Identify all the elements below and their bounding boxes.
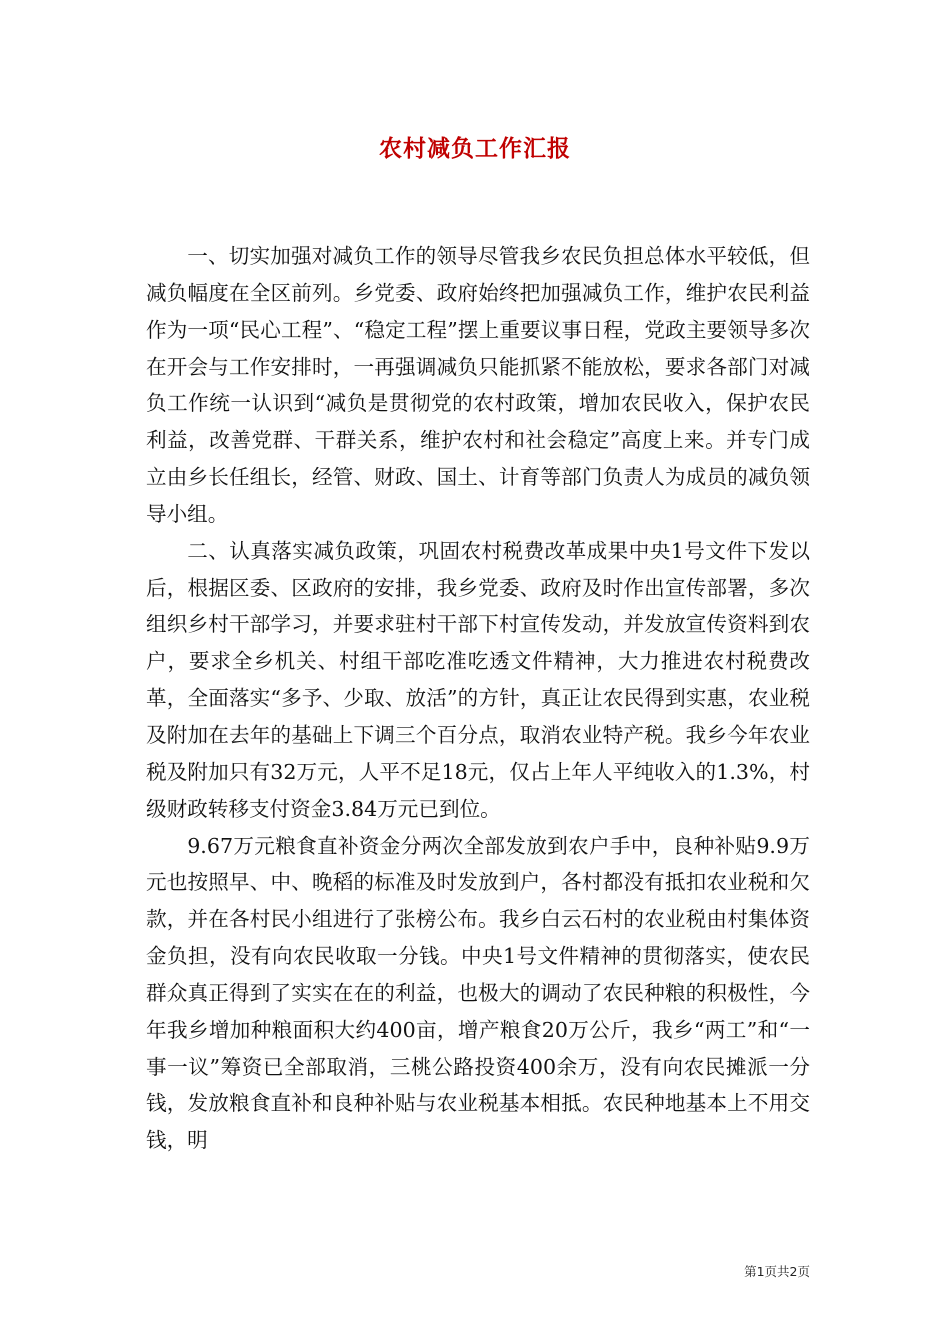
- paragraph-1: 一、切实加强对减负工作的领导尽管我乡农民负担总体水平较低，但减负幅度在全区前列。乡党委、政府始终把加强减负工作，维护农民利益作为一项“民心工程”、“稳定工程”摆上重要议事日程，党政主要领导多次在开会与工作安排时，一再强调减负只能抓紧不能放松，要求各部门对减负工作统一认识到“减负是贯彻党的农村政策，增加农民收入，保护农民利益，改善党群、干群关系，维护农村和社会稳定”高度上来。并专门成立由乡长任组长，经管、财政、国土、计育等部门负责人为成员的减负领导小组。: [146, 244, 810, 526]
- page-number-footer: 第1页共2页: [744, 1264, 810, 1279]
- paragraph-3: 9.67万元粮食直补资金分两次全部发放到农户手中，良种补贴9.9万元也按照早、中、晚稻的标准及时发放到户，各村都没有抵扣农业税和欠款，并在各村民小组进行了张榜公布。我乡白云石村的农业税由村集体资金负担，没有向农民收取一分钱。中央1号文件精神的贯彻落实，使农民群众真正得到了实实在在的利益，也极大的调动了农民种粮的积极性，今年我乡增加种粮面积大约400亩，增产粮食20万公斤，我乡“两工”和“一事一议”筹资已全部取消，三桃公路投资400余万，没有向农民摊派一分钱，发放粮食直补和良种补贴与农业税基本相抵。农民种地基本上不用交钱，明: [146, 833, 810, 1153]
- document-body: [146, 238, 810, 1159]
- paragraph-2: 二、认真落实减负政策，巩固农村税费改革成果中央1号文件下发以后，根据区委、区政府的安排，我乡党委、政府及时作出宣传部署，多次组织乡村干部学习，并要求驻村干部下村宣传发动，并发放宣传资料到农户，要求全乡机关、村组干部吃准吃透文件精神，大力推进农村税费改革，全面落实“多予、少取、放活”的方针，真正让农民得到实惠，农业税及附加在去年的基础上下调三个百分点，取消农业特产税。我乡今年农业税及附加只有32万元，人平不足18元，仅占上年人平纯收入的1.3%，村级财政转移支付资金3.84万元已到位。: [146, 538, 810, 821]
- document-title: 农村减负工作汇报: [379, 136, 571, 162]
